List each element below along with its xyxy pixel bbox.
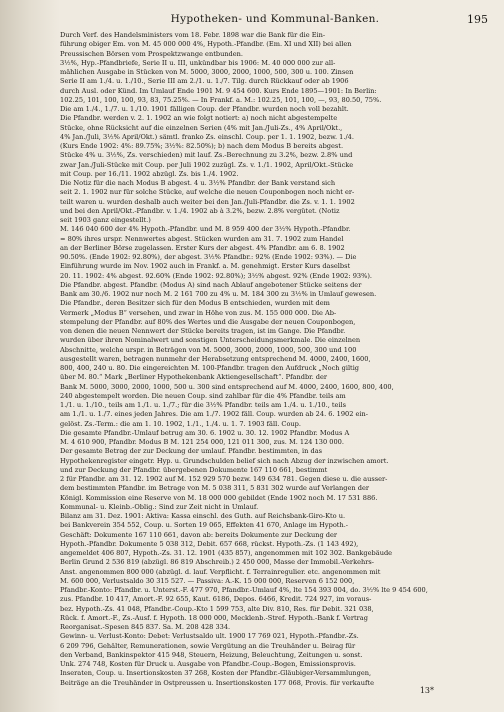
text-line: zus. Pfandbr. 10 417, Amort.-F. 92 655, Kaut. 6186, Depos. 6466, Kredit. 724 927, im voraus- bbox=[60, 595, 372, 604]
text-line: Einführung wurde im Nov. 1902 auch in Frankf. a. M. genehmigt. Erster Kurs daselbst bbox=[60, 262, 351, 271]
text-line: ausgestellt waren, betragen nunmehr der Herabsetzung entsprechend M. 4000, 2400, 1600, bbox=[60, 354, 371, 363]
text-line: angemeldet 406 807, Hypoth.-Zs. 31. 12. 1901 (435 857), angenommen mit 102 302. Bankgebäude bbox=[60, 549, 393, 557]
text-line: Die Pfandbr. abgest. Pfandbr. (Modus A) sind nach Ablauf angebotener Stücke seitens der bbox=[60, 280, 362, 289]
text-line: Hypothekenregister eingetr. Hyp. u. Grundschulden belief sich nach Abzug der inzwischen amort. bbox=[60, 456, 389, 465]
text-line: M. 146 040 600 der 4% Hypoth.-Pfandbr. und M. 8 959 400 der 3½% Hypoth.-Pfandbr. bbox=[60, 225, 351, 234]
text-line: am 1./1. u. 1./7. eines jeden Jahres. Die am 1./7. 1902 fäll. Coup. wurden ab 24. 6. 1902 ein- bbox=[60, 410, 369, 419]
text-line: Bank am 30./6. 1902 nur noch M. 2 161 700 zu 4% u. M. 184 300 zu 3½% in Umlauf gewesen. bbox=[60, 290, 377, 298]
text-line: wurden über ihren Nominalwert und sonstigen Unterscheidungsmerkmale. Die einzelnen bbox=[60, 336, 361, 345]
text-line: Inseraten, Coup. u. Insertionskosten 37 268, Kosten der Pfandbr.-Gläubiger-Versammlungen, bbox=[60, 669, 372, 678]
text-line: Reorganisat.-Spesen 845 837. Sa. M. 208 428 334. bbox=[60, 623, 231, 631]
text-line: stempelung der Pfandbr. auf 80% des Wertes und die Ausgabe der neuen Couponbogen, bbox=[60, 317, 356, 326]
text-line: teilt waren u. wurden deshalb auch weiter bei den Jan./Juli-Pfandbr. die Zs. v. 1. 1. 1902 bbox=[60, 197, 355, 206]
text-line: Preussischen Börsen vom Prospektzwange entbunden. bbox=[60, 49, 244, 58]
text-line: Geschäft: Dokumente 167 110 661, davon ab: bereits Dokumente zur Deckung der bbox=[60, 530, 338, 539]
text-line: Vermerk „Modus B“ versehen, und zwar in Höhe von zus. M. 155 000 000. Die Ab- bbox=[60, 308, 337, 317]
text-line: Bilanz am 31. Dez. 1901: Aktiva: Kassa einschl. des Guth. auf Reichsbank-Giro-Kto u. bbox=[60, 512, 346, 520]
text-line: = 80% ihres urspr. Nennwertes abgest. Stücken wurden am 31. 7. 1902 zum Handel bbox=[60, 234, 344, 243]
text-line: Der gesamte Betrag der zur Deckung der umlauf. Pfandbr. bestimmten, in das bbox=[60, 447, 323, 456]
text-line: mählichen Ausgabe in Stücken von M. 5000, 3000, 2000, 1000, 500, 300 u. 100. Zinsen bbox=[60, 68, 354, 76]
signature-mark: 13* bbox=[419, 686, 434, 695]
text-line: 2 für Pfandbr. am 31. 12. 1902 auf M. 152 929 570 bezw. 149 634 781. Gegen diese u. die ausser- bbox=[60, 475, 388, 483]
text-line: 800, 400, 240 u. 80. Die eingereichten M. 100-Pfandbr. tragen den Aufdruck „Noch giltig bbox=[60, 364, 360, 372]
text-line: 20. 11. 1902: 4% abgest. 92.60% (Ende 1902: 92.80%); 3½% abgest. 92% (Ende 1902: 93%). bbox=[60, 271, 373, 280]
text-line: 4% Jan./Juli, 3½% April/Okt.) sämtl. franko Zs. einschl. Coup. per 1. 1. 1902, bezw. 1./4. bbox=[60, 132, 354, 141]
text-line: Pfandbr.-Konto: Pfandbr. u. Unterst.-F. 477 970, Pfandbr.-Umlauf 4%, lte 154 393 004, do. 3½% lte 9 454 600, bbox=[60, 586, 428, 594]
page-number: 195 bbox=[467, 13, 488, 26]
text-line: Die gesamte Pfandbr.-Umlauf betrug am 30. 6. 1902 u. 30. 12. 1902 Pfandbr. Modus A bbox=[60, 428, 350, 437]
text-line: 6 209 796, Gehälter, Remunerationen, sowie Vergütung an die Treuhänder u. Beirag für bbox=[60, 641, 356, 650]
text-line: an der Berliner Börse zugelassen. Erster Kurs der abgest. 4% Pfandbr. am 6. 8. 1902 bbox=[60, 243, 345, 252]
book-gutter bbox=[0, 0, 60, 712]
text-line: über M. 80.“ Mark „Berliner Hypothekenbank Aktiengesellschaft“. Pfandbr. der bbox=[60, 373, 328, 382]
text-line: dem bestimmten Pfandbr. im Betrage von M. 5 038 311, 5 831 302 wurde auf Verlangen der bbox=[60, 484, 370, 493]
text-line: mit Coup. per 16./11. 1902 abzügl. Zs. bis 1./4. 1902. bbox=[60, 169, 239, 178]
body-text bbox=[60, 31, 490, 688]
text-line: Anst. angenommen 800 000 (abzügl. d. lauf. Verpflicht. f. Terrainregulier. etc. angenommen mit bbox=[60, 567, 381, 576]
text-line: gelöst. Zs.-Term.: die am 1. 10. 1902, 1./1., 1./4. u. 1. 7. 1903 fäll. Coup. bbox=[60, 419, 301, 428]
text-line: Die Pfandbr., deren Besitzer sich für den Modus B entschieden, wurden mit dem bbox=[60, 299, 330, 308]
text-line: führung obiger Em. von M. 45 000 000 4%, Hypoth.-Pfandbr. (Em. XI und XII) bei allen bbox=[60, 40, 352, 49]
text-line: und bei den April/Okt.-Pfandbr. v. 1./4. 1902 ab à 3.2%, bezw. 2.8% vergütet. (Notiz bbox=[60, 206, 340, 215]
text-line: Königl. Kommission eine Reserve von M. 18 000 000 gebildet (Ende 1902 noch M. 17 531 886. bbox=[60, 493, 378, 502]
text-line: M. 4 610 900, Pfandbr. Modus B M. 121 254 000, 121 011 300, zus. M. 124 130 000. bbox=[60, 438, 344, 446]
text-line: Kommunal- u. Kleinb.-Oblig.: Sind zur Zeit nicht in Umlauf. bbox=[60, 502, 259, 511]
text-line: Rück. f. Amort.-F., Zs.-Ausf. f. Hypoth. 18 000 000, Mecklenb.-Stref. Hypoth.-Bank f. Vertrag bbox=[60, 613, 368, 622]
text-line: Unk. 274 748, Kosten für Druck u. Ausgabe von Pfandbr.-Coup.-Bogen, Emissionsprovis. bbox=[60, 660, 356, 668]
text-line: durch Ausl. oder Künd. Im Umlauf Ende 1901 M. 9 454 600. Kurs Ende 1895—1901: In Berlin: bbox=[60, 86, 377, 95]
text-line: Durch Verf. des Handelsministers vom 18. Febr. 1898 war die Bank für die Ein- bbox=[60, 31, 326, 39]
text-line: 102.25, 101, 100, 100, 93, 83, 75.25%. — In Frankf. a. M.: 102.25, 101, 100, —, 93, 80.50, 75%. bbox=[60, 95, 382, 104]
text-line: Abschnitte, welche urspr. in Beträgen von M. 5000, 3000, 2000, 1000, 500, 300 und 100 bbox=[60, 345, 357, 354]
text-line: M. 600 000, Verlustsaldo 30 315 527. — Passiva: A.-K. 15 000 000, Reserven 6 152 000, bbox=[60, 576, 355, 585]
text-line: 240 abgestempelt worden. Die neuen Coup. sind zahlbar für die 4% Pfandbr. teils am bbox=[60, 391, 346, 400]
text-line: Die Pfandbr. werden v. 2. 1. 1902 an wie folgt notiert: a) noch nicht abgestempelte bbox=[60, 114, 338, 123]
text-line: 90.50%. (Ende 1902: 92.80%), der abgest. 3½% Pfandbr.: 92% (Ende 1902: 93%). — Die bbox=[60, 253, 357, 261]
text-line: bei Bankverein 354 552, Coup. u. Sorten 19 065, Effekten 41 670, Anlage im Hypoth.- bbox=[60, 521, 349, 530]
text-line: Die Notiz für die nach Modus B abgest. 4 u. 3½% Pfandbr. der Bank verstand sich bbox=[60, 179, 336, 187]
text-line: Bank M. 5000, 3000, 2000, 1000, 500 u. 300 sind entsprechend auf M. 4000, 2400, 1600, 800, 400, bbox=[60, 382, 394, 391]
text-line: den Verband, Bankinspektor 415 948, Steuern, Heizung, Beleuchtung, Zeitungen u. sonst. bbox=[60, 650, 363, 659]
text-line: bez. Hypoth.-Zs. 41 048, Pfandbr.-Coup.-Kto 1 599 753, alte Div. 810, Res. für Debit. 321 038, bbox=[60, 604, 374, 613]
text-line: Die am 1./4., 1./7. u. 1./10. 1901 fälligen Coup. der Pfandbr. wurden noch voll bezahlt. bbox=[60, 105, 349, 113]
text-line: 3½%, Hyp.-Pfandbriefe, Serie II u. III, unkündbar bis 1906: M. 40 000 000 zur all- bbox=[60, 58, 336, 67]
text-line: 1./1. u. 1./10., teils am 1./1. u. 1./7.; für die 3½% Pfandbr. teils am 1./4. u. 1./10., teils bbox=[60, 401, 347, 409]
text-line: seit 1903 ganz eingestellt.) bbox=[60, 216, 151, 224]
text-line: Gewinn- u. Verlust-Konto: Debet: Verlustsaldo ult. 1900 17 769 021, Hypoth.-Pfandbr.-Zs. bbox=[60, 632, 359, 641]
text-line: seit 2. 1. 1902 nur für solche Stücke, auf welche die neuen Couponbogen noch nicht er- bbox=[60, 188, 355, 197]
header-title: Hypotheken- und Kommunal-Banken. bbox=[170, 13, 380, 25]
text-line: Hypoth.-Pfandbr. Dokumente 5 038 312, Debit. 657 668, rückst. Hypoth.-Zs. (1 143 492), bbox=[60, 539, 359, 548]
text-line: Beiträge an die Treuhänder in Ostpreussen u. Insertionskosten 177 068, Provis. für verkaufte bbox=[60, 678, 374, 687]
text-line: Berlin Grund 2 536 819 (abzügl. 86 819 Abschreib.) 2 450 000, Masse der Immobil.-Verkehrs- bbox=[60, 558, 374, 567]
text-line: (Kurs Ende 1902: 4%: 89.75%; 3½%: 82.50%); b) nach dem Modus B bereits abgest. bbox=[60, 142, 344, 150]
running-header bbox=[60, 13, 490, 27]
text-line: Serie II am 1./4. u. 1./10., Serie III am 2./1. u. 1./7. Tilg. durch Rückkauf oder ab 1906 bbox=[60, 77, 349, 86]
text-line: und zur Deckung der Pfandbr. übergebenen Dokumente 167 110 661, bestimmt bbox=[60, 465, 328, 474]
text-line: von denen die neuen Nennwert der Stücke bereits tragen, ist im Gange. Die Pfandbr. bbox=[60, 327, 346, 335]
text-line: Stücke 4% u. 3½%, Zs. verschieden) mit lauf. Zs.-Berechnung zu 3.2%, bezw. 2.8% und bbox=[60, 151, 353, 160]
text-line: zwar Jan./Juli-Stücke mit Coup. per Juli 1902 zuzügl. Zs. v. 1./1. 1902, April/Okt.-Stücke bbox=[60, 160, 354, 169]
text-line: Stücke, ohne Rücksicht auf die einzelnen Serien (4% mit Jan./Juli-Zs., 4% April/Okt., bbox=[60, 123, 343, 132]
